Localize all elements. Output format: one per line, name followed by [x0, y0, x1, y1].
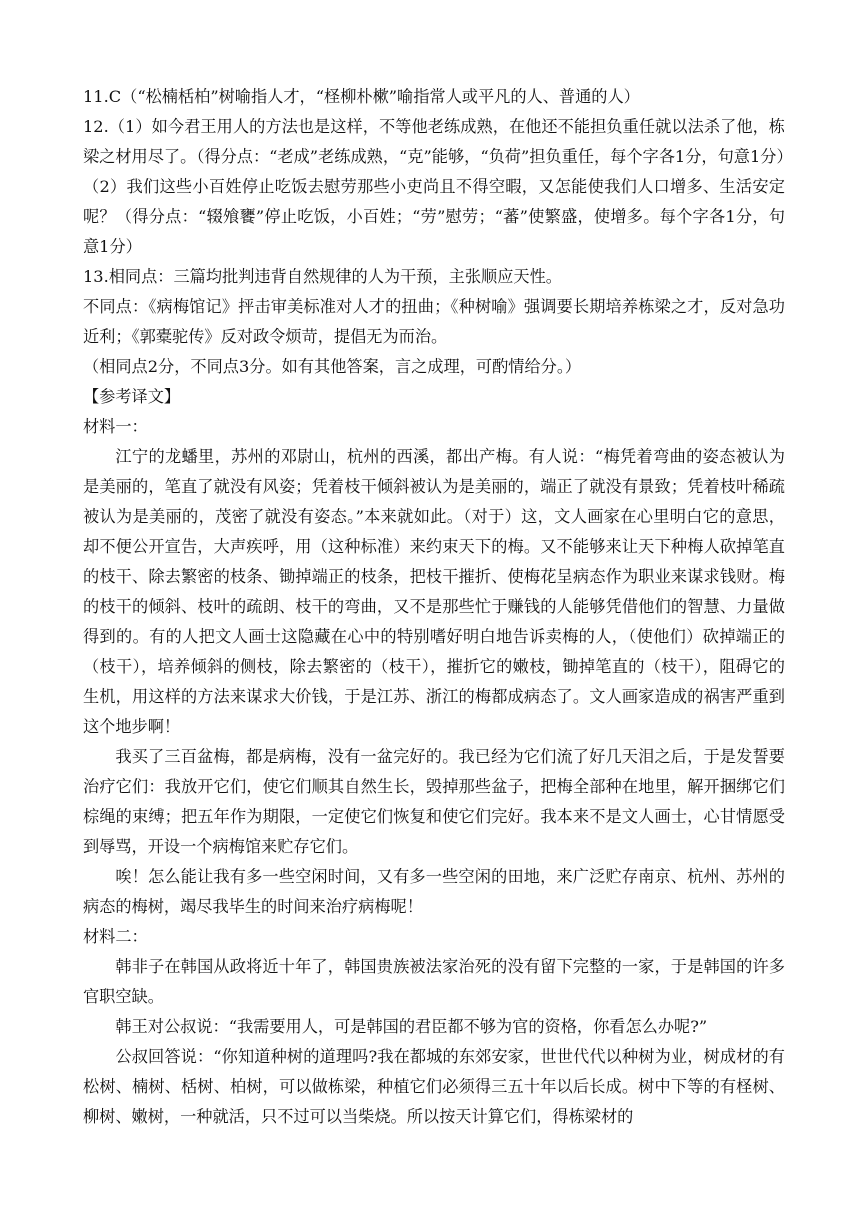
material2-paragraph-2: 韩王对公叔说：“我需要用人，可是韩国的君臣都不够为官的资格，你看怎么办呢?” — [115, 1017, 708, 1036]
answer-q13-similarity: 13.相同点：三篇均批判违背自然规律的人为干预，主张顺应天性。 — [83, 267, 562, 286]
material2-paragraph-3: 公叔回答说：“你知道种树的道理吗?我在都城的东郊安家，世世代代以种树为业，树成材的有松树、楠树、栝树、柏树，可以做栋梁，种植它们必须得三五十年以后长成。树中下等的有柽树、柳树、嫩树，一种就活，只不过可以当柴烧。所以按天计算它们，得栋梁材的 — [83, 1047, 785, 1126]
material2-paragraph-1: 韩非子在韩国从政将近十年了，韩国贵族被法家治死的没有留下完整的一家，于是韩国的许多官职空缺。 — [83, 957, 785, 1006]
document-page — [83, 82, 793, 1132]
material2-label: 材料二： — [83, 927, 148, 946]
material1-paragraph-3: 唉！怎么能让我有多一些空闲时间，又有多一些空闲的田地，来广泛贮存南京、杭州、苏州的病态的梅树，竭尽我毕生的时间来治疗病梅呢！ — [83, 867, 785, 916]
answer-q12-part1: 12.（1）如今君王用人的方法也是这样，不等他老练成熟，在他还不能担负重任就以法杀了他，栋梁之材用尽了。（得分点：“老成”老练成熟，“克”能够，“负荷”担负重任，每个字各1分，句意1分） — [83, 117, 793, 166]
translation-heading: 【参考译文】 — [83, 387, 181, 406]
answer-q13-scoring: （相同点2分，不同点3分。如有其他答案，言之成理，可酌情给分。） — [83, 357, 582, 376]
answer-q13-difference: 不同点：《病梅馆记》抨击审美标准对人才的扭曲；《种树喻》强调要长期培养栋梁之才，反对急功近利；《郭橐驼传》反对政令烦苛，提倡无为而治。 — [83, 297, 785, 346]
material1-paragraph-2: 我买了三百盆梅，都是病梅，没有一盆完好的。我已经为它们流了好几天泪之后，于是发誓要治疗它们：我放开它们，使它们顺其自然生长，毁掉那些盆子，把梅全部种在地里，解开捆绑它们棕绳的束缚；把五年作为期限，一定使它们恢复和使它们完好。我本来不是文人画士，心甘情愿受到辱骂，开设一个病梅馆来贮存它们。 — [83, 747, 785, 856]
material1-label: 材料一： — [83, 417, 148, 436]
answer-q11: 11.C（“松楠栝柏”树喻指人才，“柽柳朴樕”喻指常人或平凡的人、普通的人） — [83, 87, 640, 106]
answer-q12-part2: （2）我们这些小百姓停止吃饭去慰劳那些小吏尚且不得空暇，又怎能使我们人口增多、生活安定呢？（得分点：“辍飧饔”停止吃饭，小百姓；“劳”慰劳；“蕃”使繁盛，使增多。每个字各1分，句意1分） — [83, 177, 785, 256]
material1-paragraph-1: 江宁的龙蟠里，苏州的邓尉山，杭州的西溪，都出产梅。有人说：“梅凭着弯曲的姿态被认为是美丽的，笔直了就没有风姿；凭着枝干倾斜被认为是美丽的，端正了就没有景致；凭着枝叶稀疏被认为是美丽的，茂密了就没有姿态。”本来就如此。（对于）这，文人画家在心里明白它的意思，却不便公开宣告，大声疾呼，用（这种标准）来约束天下的梅。又不能够来让天下种梅人砍掉笔直的枝干、除去繁密的枝条、锄掉端正的枝条，把枝干摧折、使梅花呈病态作为职业来谋求钱财。梅的枝干的倾斜、枝叶的疏朗、枝干的弯曲，又不是那些忙于赚钱的人能够凭借他们的智慧、力量做得到的。有的人把文人画士这隐藏在心中的特别嗜好明白地告诉卖梅的人，（使他们）砍掉端正的（枝干），培养倾斜的侧枝，除去繁密的（枝干），摧折它的嫩枝，锄掉笔直的（枝干），阻碍它的生机，用这样的方法来谋求大价钱，于是江苏、浙江的梅都成病态了。文人画家造成的祸害严重到这个地步啊！ — [83, 447, 785, 736]
